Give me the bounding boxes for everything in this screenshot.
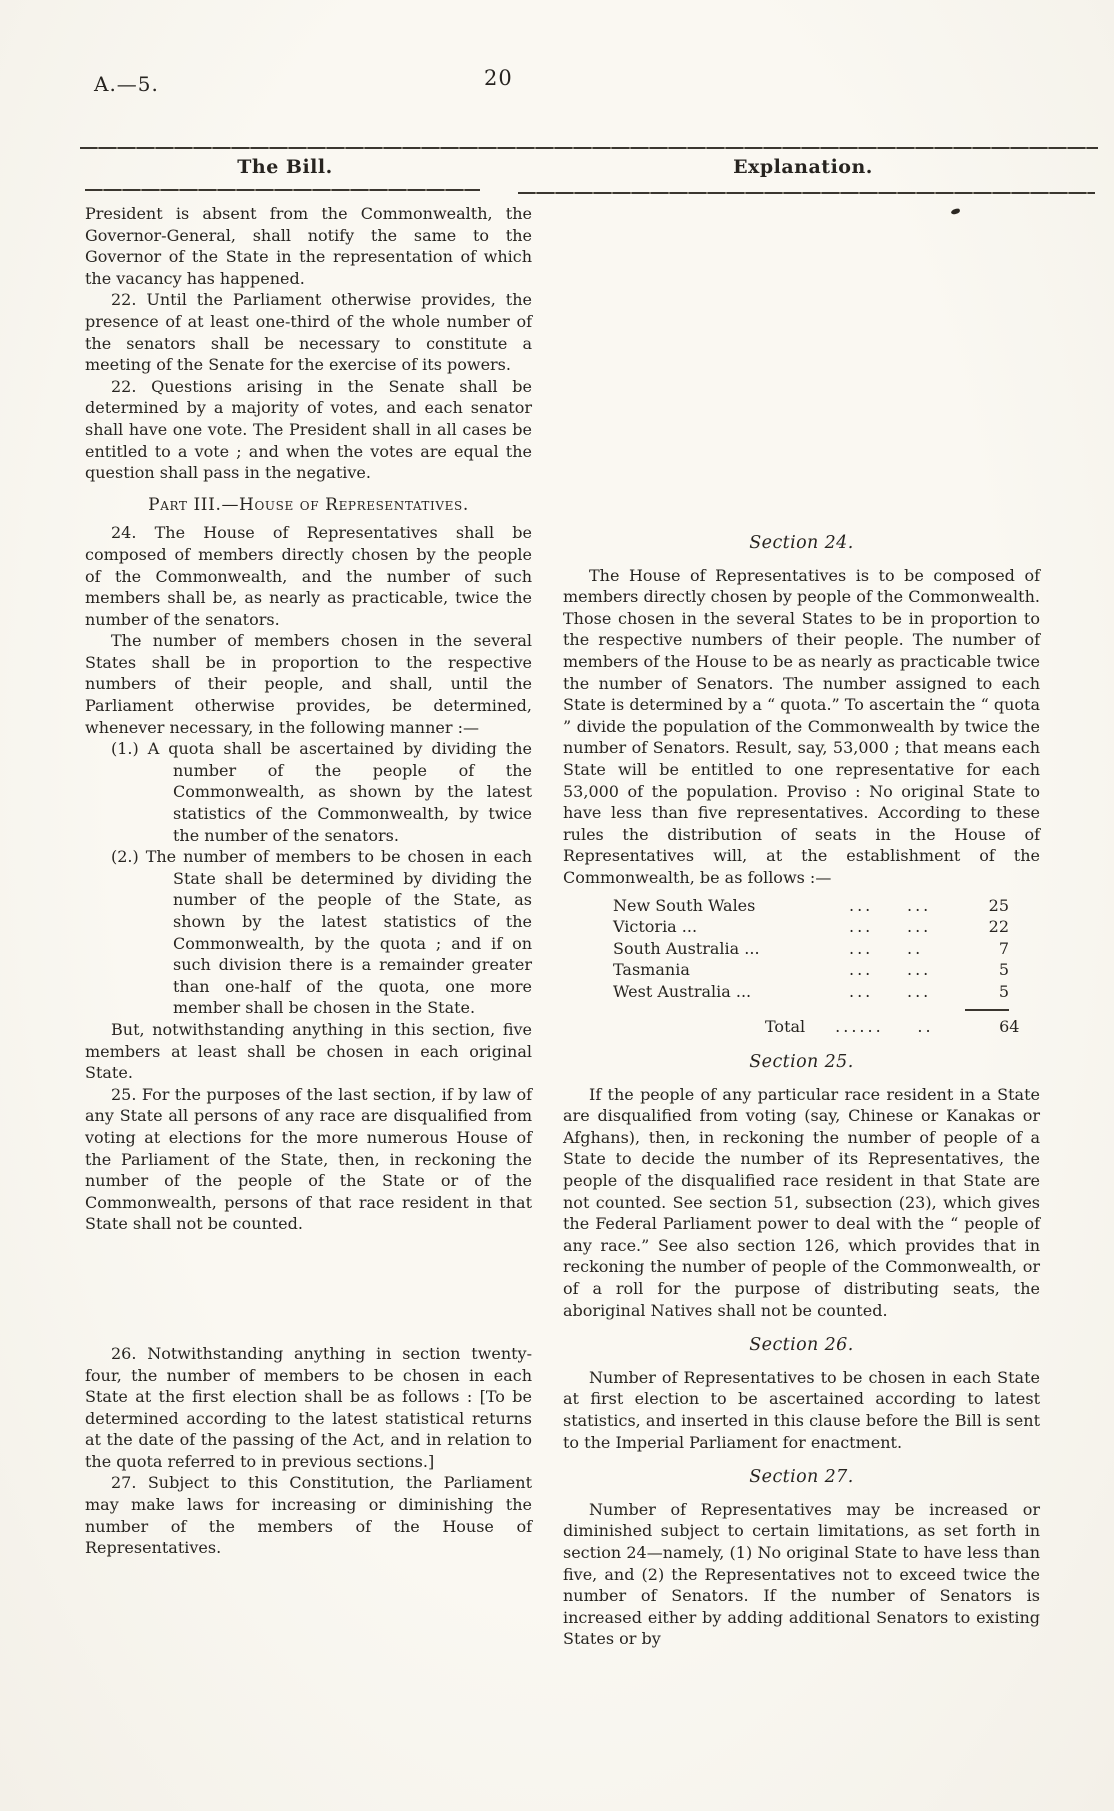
dot-leader: ... [907,960,932,980]
list-item-1-label: (1.) [111,739,139,759]
state-name: South Australia ... [613,938,760,958]
section-24-heading: Section 24. [749,533,854,553]
dot-leader: ... [907,981,932,1001]
dot-leader: ... [849,981,874,1001]
section-26-body: Number of Representatives to be chosen in each State at first election to be ascertained according to latest statistics, and inserted in this clause before the Bill is sent to the Imperial Parliament for enactment. [563,1367,1040,1452]
bill-column [85,203,532,1559]
bill-paragraph-24: 24. The House of Representatives shall be composed of members directly chosen by the people of the Commonwealth, and the number of such members shall be, as nearly as practicable, twice the number of the senators. [85,523,532,629]
table-row [613,981,1009,1003]
total-label-cell [613,1016,859,1038]
dot-leader: .. [907,938,924,958]
dot-leader: ... [835,1017,860,1037]
explanation-column [563,203,1040,1650]
dot-leader: ... [849,895,874,915]
seat-count: 7 [998,938,1009,958]
section-25-body: If the people of any particular race resident in a State are disqualified from voting (say, Chinese or Kanakas or Afghans), then, in reckoning the number of people of a State to decide the number of its Representatives, the people of the disqualified race resident in that State are not counted. See section 51, subsection (23), which gives the Federal Parliament power to deal with the “ people of any race.” See also section 126, which provides that in reckoning the number of people of the Commonwealth, or of a roll for the purpose of distributing seats, the aboriginal Natives shall not be counted. [563,1084,1040,1320]
state-name: Victoria ... [613,917,698,937]
dot-leader: ... [849,938,874,958]
bill-paragraph-25: 25. For the purposes of the last section, if by law of any State all persons of any race are disqualified from voting at elections for the more numerous House of the Parliament of the State, then, in reckoning the number of the people of the State or of the Commonwealth, persons of that race resident in that State shall not be counted. [85,1084,532,1234]
explanation-column-heading: Explanation. [733,156,873,178]
seat-count: 5 [998,981,1009,1001]
dot-leader: ... [859,1017,884,1037]
dot-leader: ... [907,917,932,937]
table-row [613,895,1009,917]
bill-paragraph-24-members: The number of members chosen in the several States shall be in proportion to the respective numbers of their people, and shall, until the Parliament otherwise provides, be determined, whenever necessary, in the following manner :— [85,631,532,737]
bill-paragraph-27: 27. Subject to this Constitution, the Parliament may make laws for increasing or diminishing the number of the members of the House of Representatives. [85,1473,532,1558]
list-item-1-text: A quota shall be ascertained by dividing the number of the people of the Commonwealth, as shown by the latest statistics of the Commonwealth, by twice the number of the senators. [147,739,532,845]
bill-list-item-1 [85,738,532,846]
dot-leader: ... [849,960,874,980]
total-sum-rule [965,1009,1009,1011]
seat-count: 22 [988,917,1009,937]
bill-paragraph-proviso: But, notwithstanding anything in this section, five members at least shall be chosen in each original State. [85,1019,532,1083]
bill-list-item-2 [85,846,532,1019]
total-label: Total [765,1017,806,1037]
section-24-body: The House of Representatives is to be composed of members directly chosen by people of the Commonwealth. Those chosen in the several States to be in proportion to the respective numbers of their people. The number of members of the House to be as nearly as practicable twice the number of Senators. The number assigned to each State is determined by a “ quota.” To ascertain the “ quota ” divide the population of the Commonwealth by twice the number of Senators. Result, say, 53,000 ; that means each State will be entitled to one representative for each 53,000 of the population. Proviso : No original State to have less than five representatives. According to these rules the distribution of seats in the House of Representatives will, at the establishment of the Commonwealth, be as follows :— [563,565,1040,887]
state-name: Tasmania [613,960,690,980]
dot-leader: ... [907,895,932,915]
bill-paragraph-26: 26. Notwithstanding anything in section twenty-four, the number of members to be chosen in each State at the first election shall be as follows : [To be determined according to the latest statistical returns at the date of the passing of the Act, and in relation to the quota referred to in previous sections.] [85,1343,532,1471]
seat-count: 25 [988,895,1009,915]
list-item-2-label: (2.) [111,847,139,867]
dot-leader: .. [917,1017,934,1037]
table-row [613,959,1009,981]
seat-distribution-table [613,895,1020,1039]
document-reference: A.—5. [94,72,159,96]
bill-paragraph-22-voting: 22. Questions arising in the Senate shall be determined by a majority of votes, and each senator shall have one vote. The President shall in all cases be entitled to a vote ; and when the votes are equal the question shall pass in the negative. [85,376,532,483]
table-row [613,916,1009,938]
table-row [613,938,1009,960]
bill-heading-rule [85,189,480,191]
part-iii-heading: Part III.—House of Representatives. [148,494,469,515]
bill-paragraph-22-quorum: 22. Until the Parliament otherwise provides, the presence of at least one-third of the whole number of the senators shall be necessary to constitute a meeting of the Senate for the exercise of its powers. [85,290,532,375]
section-27-heading: Section 27. [749,1467,854,1488]
explanation-heading-rule [518,192,1095,194]
seat-count: 5 [998,960,1009,980]
bill-paragraph-continuation: President is absent from the Commonwealth, the Governor-General, shall notify the same to the Governor of the State in the representation of which the vacancy has happened. [85,204,532,288]
list-item-2-text: The number of members to be chosen in each State shall be determined by dividing the number of the people of the State, as shown by the latest statistics of the Commonwealth, by the quota ; and if on such division there is a remainder greater than one-half of the quota, one more member shall be chosen in the State. [145,847,532,1018]
section-25-heading: Section 25. [749,1052,854,1073]
page-number: 20 [484,66,513,90]
bill-column-heading: The Bill. [237,156,333,178]
state-name: West Australia ... [613,981,752,1001]
explanation-top-spacer [563,203,1040,519]
table-total-row [613,1016,1020,1038]
section-26-heading: Section 26. [749,1335,854,1356]
dot-leader: ... [849,917,874,937]
state-name: New South Wales [613,895,756,915]
section-27-body: Number of Representatives may be increased or diminished subject to certain limitations, as set forth in section 24—namely, (1) No original State to have less than five, and (2) the Representatives not to exceed twice the number of Senators. If the number of Senators is increased either by adding additional Senators to existing States or by [563,1499,1040,1649]
total-seat-count: 64 [999,1017,1020,1037]
header-rule [80,147,1098,149]
